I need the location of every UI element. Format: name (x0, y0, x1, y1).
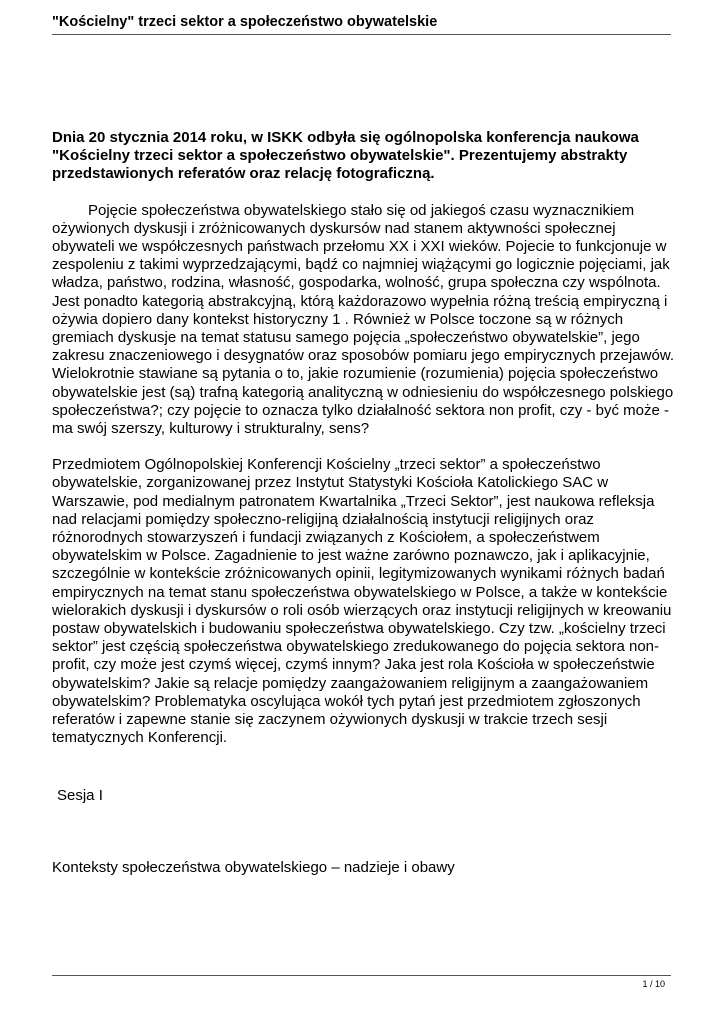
article-paragraph-1: Pojęcie społeczeństwa obywatelskiego stało się od jakiegoś czasu wyznacznikiem ożywionych dyskusji i zróżnicowanych dyskursów nad stanem aktywności społecznej obywateli we współczesnych państwach przełomu XX i XXI wieków. Pojecie to funkcjonuje w zespoleniu z takimi wyprzedzającymi, bądź co najmniej wiążącymi go logicznie pojęciami, jak władza, państwo, rodzina, własność, gospodarka, wolność, grupa społeczna czy wspólnota. Jest ponadto kategorią abstrakcyjną, którą każdorazowo wypełnia różną treścią empiryczną i ożywia dopiero dany kontekst historyczny 1 . Również w Polsce toczone są w różnych gremiach dyskusje na temat statusu samego pojęcia „społeczeństwo obywatelskie”, jego zakresu znaczeniowego i desygnatów oraz sposobów pomiaru jego empirycznych przejawów. Wielokrotnie stawiane są pytania o to, jakie rozumienie (rozumienia) pojęcia społeczeństwo obywatelskie jest (są) trafną kategorią analityczną w odniesieniu do współczesnego polskiego społeczeństwa?; czy pojęcie to oznacza tylko działalność sektora non profit, czy - być może - ma swój szerszy, kulturowy i strukturalny, sens? (52, 201, 674, 438)
session-heading: Sesja I (57, 787, 103, 804)
page-header (52, 12, 671, 35)
header-title: "Kościelny" trzeci sektor a społeczeństwo obywatelskie (52, 14, 438, 30)
page-number: 1 / 10 (642, 979, 665, 989)
page-footer (52, 975, 671, 989)
article-intro: Dnia 20 stycznia 2014 roku, w ISKK odbyła się ogólnopolska konferencja naukowa "Kościelny trzeci sektor a społeczeństwo obywatelskie". Prezentujemy abstrakty przedstawionych referatów oraz relację fotograficzną. (52, 129, 639, 183)
article-body (52, 129, 677, 748)
session-topic: Konteksty społeczeństwa obywatelskiego – nadzieje i obawy (52, 859, 455, 876)
article-paragraph-2: Przedmiotem Ogólnopolskiej Konferencji Kościelny „trzeci sektor” a społeczeństwo obywatelskie, zorganizowanej przez Instytut Statystyki Kościoła Katolickiego SAC w Warszawie, pod medialnym patronatem Kwartalnika „Trzeci Sektor”, jest naukowa refleksja nad relacjami pomiędzy społeczno-religijną działalnością instytucji religijnych oraz różnorodnych stowarzyszeń i fundacji związanych z Kościołem, a społeczeństwem obywatelskim w Polsce. Zagadnienie to jest ważne zarówno poznawczo, jak i aplikacyjnie, szczególnie w kontekście zróżnicowanych opinii, legitymizowanych wynikami różnych badań empirycznych na temat stanu społeczeństwa obywatelskiego w Polsce, a także w kontekście wielorakich dyskusji i dyskursów o roli osób wierzących oraz instytucji religijnych w kreowaniu postaw obywatelskich i budowaniu społeczeństwa obywatelskiego. Czy tzw. „kościelny trzeci sektor” jest częścią społeczeństwa obywatelskiego zredukowanego do pojęcia sektora non-profit, czy może jest czymś więcej, czymś innym? Jaka jest rola Kościoła w społeczeństwie obywatelskim? Jakie są relacje pomiędzy zaangażowaniem religijnym a zaangażowaniem obywatelskim? Problematyka oscylująca wokół tych pytań jest przedmiotem zgłoszonych referatów i zapewne stanie się zaczynem ożywionych dyskusji w trakcie trzech sesji tematycznych Konferencji. (52, 456, 672, 747)
